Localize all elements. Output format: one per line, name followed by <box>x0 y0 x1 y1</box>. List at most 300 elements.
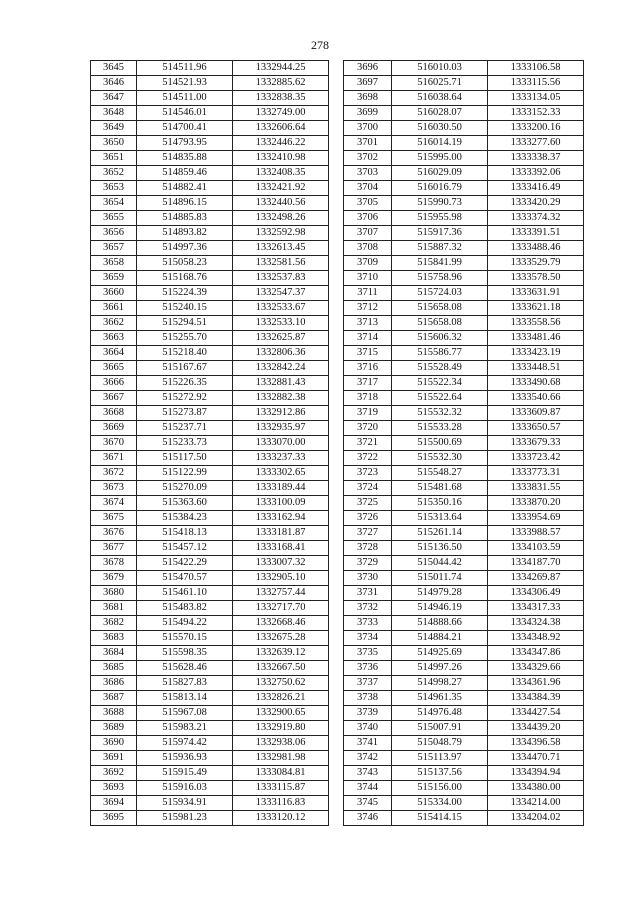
x-coordinate-cell: 515261.14 <box>392 526 488 541</box>
y-coordinate-cell: 1332750.62 <box>233 676 329 691</box>
table-row <box>91 106 329 121</box>
point-number-cell: 3712 <box>344 301 392 316</box>
table-row <box>344 241 584 256</box>
y-coordinate-cell: 1333374.32 <box>488 211 584 226</box>
table-row <box>344 736 584 751</box>
table-row <box>91 646 329 661</box>
y-coordinate-cell: 1334427.54 <box>488 706 584 721</box>
table-row <box>91 181 329 196</box>
point-number-cell: 3726 <box>344 511 392 526</box>
point-number-cell: 3708 <box>344 241 392 256</box>
y-coordinate-cell: 1334347.86 <box>488 646 584 661</box>
table-row <box>344 61 584 76</box>
x-coordinate-cell: 515500.69 <box>392 436 488 451</box>
y-coordinate-cell: 1332938.06 <box>233 736 329 751</box>
x-coordinate-cell: 515983.21 <box>137 721 233 736</box>
point-number-cell: 3743 <box>344 766 392 781</box>
x-coordinate-cell: 516025.71 <box>392 76 488 91</box>
point-number-cell: 3727 <box>344 526 392 541</box>
x-coordinate-cell: 515218.40 <box>137 346 233 361</box>
point-number-cell: 3723 <box>344 466 392 481</box>
x-coordinate-cell: 515532.32 <box>392 406 488 421</box>
x-coordinate-cell: 515887.32 <box>392 241 488 256</box>
y-coordinate-cell: 1333100.09 <box>233 496 329 511</box>
table-row <box>344 196 584 211</box>
point-number-cell: 3661 <box>91 301 137 316</box>
point-number-cell: 3719 <box>344 406 392 421</box>
y-coordinate-cell: 1333490.68 <box>488 376 584 391</box>
table-row <box>344 481 584 496</box>
y-coordinate-cell: 1333200.16 <box>488 121 584 136</box>
point-number-cell: 3714 <box>344 331 392 346</box>
y-coordinate-cell: 1333558.56 <box>488 316 584 331</box>
table-row <box>91 481 329 496</box>
point-number-cell: 3739 <box>344 706 392 721</box>
x-coordinate-cell: 514511.96 <box>137 61 233 76</box>
y-coordinate-cell: 1333084.81 <box>233 766 329 781</box>
point-number-cell: 3701 <box>344 136 392 151</box>
y-coordinate-cell: 1332838.35 <box>233 91 329 106</box>
table-row <box>91 571 329 586</box>
point-number-cell: 3659 <box>91 271 137 286</box>
y-coordinate-cell: 1332410.98 <box>233 151 329 166</box>
table-row <box>91 811 329 826</box>
table-row <box>91 601 329 616</box>
table-row <box>91 511 329 526</box>
table-row <box>344 121 584 136</box>
table-row <box>344 136 584 151</box>
x-coordinate-cell: 515294.51 <box>137 316 233 331</box>
x-coordinate-cell: 514997.36 <box>137 241 233 256</box>
point-number-cell: 3670 <box>91 436 137 451</box>
point-number-cell: 3729 <box>344 556 392 571</box>
point-number-cell: 3662 <box>91 316 137 331</box>
y-coordinate-cell: 1332882.38 <box>233 391 329 406</box>
point-number-cell: 3689 <box>91 721 137 736</box>
table-row <box>344 286 584 301</box>
table-row <box>344 391 584 406</box>
table-row <box>344 706 584 721</box>
point-number-cell: 3665 <box>91 361 137 376</box>
point-number-cell: 3702 <box>344 151 392 166</box>
y-coordinate-cell: 1332421.92 <box>233 181 329 196</box>
x-coordinate-cell: 514961.35 <box>392 691 488 706</box>
point-number-cell: 3684 <box>91 646 137 661</box>
x-coordinate-cell: 515226.35 <box>137 376 233 391</box>
point-number-cell: 3672 <box>91 466 137 481</box>
table-row <box>91 436 329 451</box>
point-number-cell: 3666 <box>91 376 137 391</box>
y-coordinate-cell: 1332625.87 <box>233 331 329 346</box>
x-coordinate-cell: 514997.26 <box>392 661 488 676</box>
table-row <box>344 526 584 541</box>
x-coordinate-cell: 515414.15 <box>392 811 488 826</box>
x-coordinate-cell: 515758.96 <box>392 271 488 286</box>
x-coordinate-cell: 515363.60 <box>137 496 233 511</box>
y-coordinate-cell: 1334384.39 <box>488 691 584 706</box>
x-coordinate-cell: 514976.48 <box>392 706 488 721</box>
table-row <box>344 436 584 451</box>
table-row <box>91 631 329 646</box>
table-row <box>91 526 329 541</box>
point-number-cell: 3707 <box>344 226 392 241</box>
x-coordinate-cell: 515915.49 <box>137 766 233 781</box>
x-coordinate-cell: 515461.10 <box>137 586 233 601</box>
point-number-cell: 3675 <box>91 511 137 526</box>
point-number-cell: 3663 <box>91 331 137 346</box>
point-number-cell: 3717 <box>344 376 392 391</box>
point-number-cell: 3741 <box>344 736 392 751</box>
table-row <box>344 256 584 271</box>
y-coordinate-cell: 1334380.00 <box>488 781 584 796</box>
table-row <box>91 751 329 766</box>
table-row <box>344 676 584 691</box>
y-coordinate-cell: 1332537.83 <box>233 271 329 286</box>
y-coordinate-cell: 1334269.87 <box>488 571 584 586</box>
x-coordinate-cell: 514946.19 <box>392 601 488 616</box>
point-number-cell: 3690 <box>91 736 137 751</box>
x-coordinate-cell: 515533.28 <box>392 421 488 436</box>
x-coordinate-cell: 515934.91 <box>137 796 233 811</box>
x-coordinate-cell: 515168.76 <box>137 271 233 286</box>
x-coordinate-cell: 515827.83 <box>137 676 233 691</box>
y-coordinate-cell: 1332533.67 <box>233 301 329 316</box>
y-coordinate-cell: 1333115.56 <box>488 76 584 91</box>
point-number-cell: 3647 <box>91 91 137 106</box>
x-coordinate-cell: 516010.03 <box>392 61 488 76</box>
x-coordinate-cell: 514882.41 <box>137 181 233 196</box>
point-number-cell: 3720 <box>344 421 392 436</box>
table-row <box>344 346 584 361</box>
y-coordinate-cell: 1332806.36 <box>233 346 329 361</box>
table-row <box>91 496 329 511</box>
y-coordinate-cell: 1333416.49 <box>488 181 584 196</box>
x-coordinate-cell: 515334.00 <box>392 796 488 811</box>
point-number-cell: 3649 <box>91 121 137 136</box>
y-coordinate-cell: 1332757.44 <box>233 586 329 601</box>
x-coordinate-cell: 515255.70 <box>137 331 233 346</box>
y-coordinate-cell: 1332533.10 <box>233 316 329 331</box>
y-coordinate-cell: 1333392.06 <box>488 166 584 181</box>
x-coordinate-cell: 515273.87 <box>137 406 233 421</box>
y-coordinate-cell: 1332613.45 <box>233 241 329 256</box>
y-coordinate-cell: 1334317.33 <box>488 601 584 616</box>
table-row <box>344 226 584 241</box>
y-coordinate-cell: 1333152.33 <box>488 106 584 121</box>
point-number-cell: 3676 <box>91 526 137 541</box>
y-coordinate-cell: 1332446.22 <box>233 136 329 151</box>
point-number-cell: 3692 <box>91 766 137 781</box>
table-row <box>344 796 584 811</box>
y-coordinate-cell: 1333237.33 <box>233 451 329 466</box>
y-coordinate-cell: 1332606.64 <box>233 121 329 136</box>
table-row <box>344 316 584 331</box>
point-number-cell: 3715 <box>344 346 392 361</box>
point-number-cell: 3674 <box>91 496 137 511</box>
page-number: 278 <box>311 38 329 52</box>
y-coordinate-cell: 1333391.51 <box>488 226 584 241</box>
x-coordinate-cell: 515494.22 <box>137 616 233 631</box>
point-number-cell: 3677 <box>91 541 137 556</box>
x-coordinate-cell: 516016.79 <box>392 181 488 196</box>
table-row <box>91 691 329 706</box>
table-row <box>91 271 329 286</box>
point-number-cell: 3724 <box>344 481 392 496</box>
point-number-cell: 3734 <box>344 631 392 646</box>
table-row <box>344 91 584 106</box>
y-coordinate-cell: 1332667.50 <box>233 661 329 676</box>
y-coordinate-cell: 1333120.12 <box>233 811 329 826</box>
table-row <box>344 151 584 166</box>
x-coordinate-cell: 515136.50 <box>392 541 488 556</box>
point-number-cell: 3696 <box>344 61 392 76</box>
y-coordinate-cell: 1334204.02 <box>488 811 584 826</box>
table-row <box>344 646 584 661</box>
table-row <box>91 466 329 481</box>
x-coordinate-cell: 514888.66 <box>392 616 488 631</box>
x-coordinate-cell: 515483.82 <box>137 601 233 616</box>
table-row <box>344 466 584 481</box>
point-number-cell: 3645 <box>91 61 137 76</box>
table-row <box>344 331 584 346</box>
table-row <box>91 676 329 691</box>
y-coordinate-cell: 1332668.46 <box>233 616 329 631</box>
x-coordinate-cell: 516038.64 <box>392 91 488 106</box>
table-row <box>344 106 584 121</box>
point-number-cell: 3653 <box>91 181 137 196</box>
point-number-cell: 3721 <box>344 436 392 451</box>
point-number-cell: 3654 <box>91 196 137 211</box>
y-coordinate-cell: 1333448.51 <box>488 361 584 376</box>
x-coordinate-cell: 515007.91 <box>392 721 488 736</box>
point-number-cell: 3713 <box>344 316 392 331</box>
point-number-cell: 3722 <box>344 451 392 466</box>
table-row <box>344 376 584 391</box>
point-number-cell: 3681 <box>91 601 137 616</box>
point-number-cell: 3744 <box>344 781 392 796</box>
y-coordinate-cell: 1334394.94 <box>488 766 584 781</box>
x-coordinate-cell: 515724.03 <box>392 286 488 301</box>
y-coordinate-cell: 1332919.80 <box>233 721 329 736</box>
x-coordinate-cell: 514893.82 <box>137 226 233 241</box>
x-coordinate-cell: 515628.46 <box>137 661 233 676</box>
point-number-cell: 3651 <box>91 151 137 166</box>
y-coordinate-cell: 1332981.98 <box>233 751 329 766</box>
y-coordinate-cell: 1334361.96 <box>488 676 584 691</box>
y-coordinate-cell: 1332547.37 <box>233 286 329 301</box>
x-coordinate-cell: 516028.07 <box>392 106 488 121</box>
y-coordinate-cell: 1333488.46 <box>488 241 584 256</box>
x-coordinate-cell: 514979.28 <box>392 586 488 601</box>
x-coordinate-cell: 515532.30 <box>392 451 488 466</box>
point-number-cell: 3671 <box>91 451 137 466</box>
table-row <box>344 691 584 706</box>
point-number-cell: 3738 <box>344 691 392 706</box>
point-number-cell: 3695 <box>91 811 137 826</box>
table-row <box>344 721 584 736</box>
x-coordinate-cell: 515658.08 <box>392 301 488 316</box>
y-coordinate-cell: 1333277.60 <box>488 136 584 151</box>
x-coordinate-cell: 515481.68 <box>392 481 488 496</box>
y-coordinate-cell: 1334214.00 <box>488 796 584 811</box>
point-number-cell: 3694 <box>91 796 137 811</box>
table-row <box>91 76 329 91</box>
table-row <box>91 241 329 256</box>
x-coordinate-cell: 515470.57 <box>137 571 233 586</box>
y-coordinate-cell: 1333870.20 <box>488 496 584 511</box>
point-number-cell: 3646 <box>91 76 137 91</box>
table-row <box>91 406 329 421</box>
point-number-cell: 3710 <box>344 271 392 286</box>
x-coordinate-cell: 515936.93 <box>137 751 233 766</box>
point-number-cell: 3679 <box>91 571 137 586</box>
table-row <box>91 616 329 631</box>
x-coordinate-cell: 515156.00 <box>392 781 488 796</box>
x-coordinate-cell: 515422.29 <box>137 556 233 571</box>
x-coordinate-cell: 515011.74 <box>392 571 488 586</box>
x-coordinate-cell: 515522.34 <box>392 376 488 391</box>
table-row <box>344 661 584 676</box>
y-coordinate-cell: 1333631.91 <box>488 286 584 301</box>
x-coordinate-cell: 515270.09 <box>137 481 233 496</box>
y-coordinate-cell: 1333134.05 <box>488 91 584 106</box>
x-coordinate-cell: 516030.50 <box>392 121 488 136</box>
table-row <box>91 151 329 166</box>
point-number-cell: 3735 <box>344 646 392 661</box>
y-coordinate-cell: 1332675.28 <box>233 631 329 646</box>
y-coordinate-cell: 1333481.46 <box>488 331 584 346</box>
y-coordinate-cell: 1333181.87 <box>233 526 329 541</box>
y-coordinate-cell: 1333338.37 <box>488 151 584 166</box>
table-row <box>91 796 329 811</box>
y-coordinate-cell: 1333420.29 <box>488 196 584 211</box>
y-coordinate-cell: 1334439.20 <box>488 721 584 736</box>
table-row <box>91 136 329 151</box>
table-row <box>91 121 329 136</box>
y-coordinate-cell: 1333168.41 <box>233 541 329 556</box>
point-number-cell: 3746 <box>344 811 392 826</box>
point-number-cell: 3728 <box>344 541 392 556</box>
y-coordinate-cell: 1332905.10 <box>233 571 329 586</box>
y-coordinate-cell: 1333116.83 <box>233 796 329 811</box>
table-row <box>91 226 329 241</box>
y-coordinate-cell: 1334103.59 <box>488 541 584 556</box>
table-row <box>91 91 329 106</box>
x-coordinate-cell: 515813.14 <box>137 691 233 706</box>
x-coordinate-cell: 515313.64 <box>392 511 488 526</box>
x-coordinate-cell: 515606.32 <box>392 331 488 346</box>
x-coordinate-cell: 515113.97 <box>392 751 488 766</box>
x-coordinate-cell: 514998.27 <box>392 676 488 691</box>
y-coordinate-cell: 1332639.12 <box>233 646 329 661</box>
x-coordinate-cell: 515528.49 <box>392 361 488 376</box>
point-number-cell: 3697 <box>344 76 392 91</box>
point-number-cell: 3656 <box>91 226 137 241</box>
y-coordinate-cell: 1332935.97 <box>233 421 329 436</box>
y-coordinate-cell: 1333529.79 <box>488 256 584 271</box>
y-coordinate-cell: 1332717.70 <box>233 601 329 616</box>
table-row <box>91 286 329 301</box>
table-row <box>91 331 329 346</box>
table-row <box>344 181 584 196</box>
y-coordinate-cell: 1334396.58 <box>488 736 584 751</box>
y-coordinate-cell: 1333070.00 <box>233 436 329 451</box>
table-row <box>91 781 329 796</box>
point-number-cell: 3709 <box>344 256 392 271</box>
x-coordinate-cell: 515974.42 <box>137 736 233 751</box>
y-coordinate-cell: 1333773.31 <box>488 466 584 481</box>
y-coordinate-cell: 1333423.19 <box>488 346 584 361</box>
x-coordinate-cell: 515224.39 <box>137 286 233 301</box>
point-number-cell: 3716 <box>344 361 392 376</box>
x-coordinate-cell: 515990.73 <box>392 196 488 211</box>
point-number-cell: 3660 <box>91 286 137 301</box>
point-number-cell: 3699 <box>344 106 392 121</box>
table-row <box>344 571 584 586</box>
table-row <box>344 301 584 316</box>
table-row <box>91 391 329 406</box>
point-number-cell: 3682 <box>91 616 137 631</box>
table-row <box>344 421 584 436</box>
y-coordinate-cell: 1334306.49 <box>488 586 584 601</box>
y-coordinate-cell: 1332885.62 <box>233 76 329 91</box>
x-coordinate-cell: 514521.93 <box>137 76 233 91</box>
x-coordinate-cell: 515233.73 <box>137 436 233 451</box>
x-coordinate-cell: 515058.23 <box>137 256 233 271</box>
point-number-cell: 3736 <box>344 661 392 676</box>
y-coordinate-cell: 1333609.87 <box>488 406 584 421</box>
point-number-cell: 3673 <box>91 481 137 496</box>
x-coordinate-cell: 515384.23 <box>137 511 233 526</box>
point-number-cell: 3740 <box>344 721 392 736</box>
x-coordinate-cell: 515122.99 <box>137 466 233 481</box>
y-coordinate-cell: 1333650.57 <box>488 421 584 436</box>
y-coordinate-cell: 1332842.24 <box>233 361 329 376</box>
y-coordinate-cell: 1333162.94 <box>233 511 329 526</box>
table-row <box>344 751 584 766</box>
y-coordinate-cell: 1334324.38 <box>488 616 584 631</box>
y-coordinate-cell: 1333621.18 <box>488 301 584 316</box>
y-coordinate-cell: 1332592.98 <box>233 226 329 241</box>
point-number-cell: 3688 <box>91 706 137 721</box>
table-row <box>91 256 329 271</box>
table-row <box>344 451 584 466</box>
table-row <box>344 76 584 91</box>
point-number-cell: 3704 <box>344 181 392 196</box>
point-number-cell: 3745 <box>344 796 392 811</box>
y-coordinate-cell: 1333831.55 <box>488 481 584 496</box>
y-coordinate-cell: 1332900.65 <box>233 706 329 721</box>
x-coordinate-cell: 515272.92 <box>137 391 233 406</box>
y-coordinate-cell: 1332912.86 <box>233 406 329 421</box>
x-coordinate-cell: 515418.13 <box>137 526 233 541</box>
table-row <box>91 211 329 226</box>
x-coordinate-cell: 515981.23 <box>137 811 233 826</box>
x-coordinate-cell: 514835.88 <box>137 151 233 166</box>
x-coordinate-cell: 515522.64 <box>392 391 488 406</box>
table-row <box>344 511 584 526</box>
table-row <box>91 316 329 331</box>
table-row <box>344 781 584 796</box>
y-coordinate-cell: 1333578.50 <box>488 271 584 286</box>
y-coordinate-cell: 1333106.58 <box>488 61 584 76</box>
point-number-cell: 3725 <box>344 496 392 511</box>
y-coordinate-cell: 1332826.21 <box>233 691 329 706</box>
x-coordinate-cell: 514884.21 <box>392 631 488 646</box>
point-number-cell: 3668 <box>91 406 137 421</box>
point-number-cell: 3737 <box>344 676 392 691</box>
y-coordinate-cell: 1333954.69 <box>488 511 584 526</box>
